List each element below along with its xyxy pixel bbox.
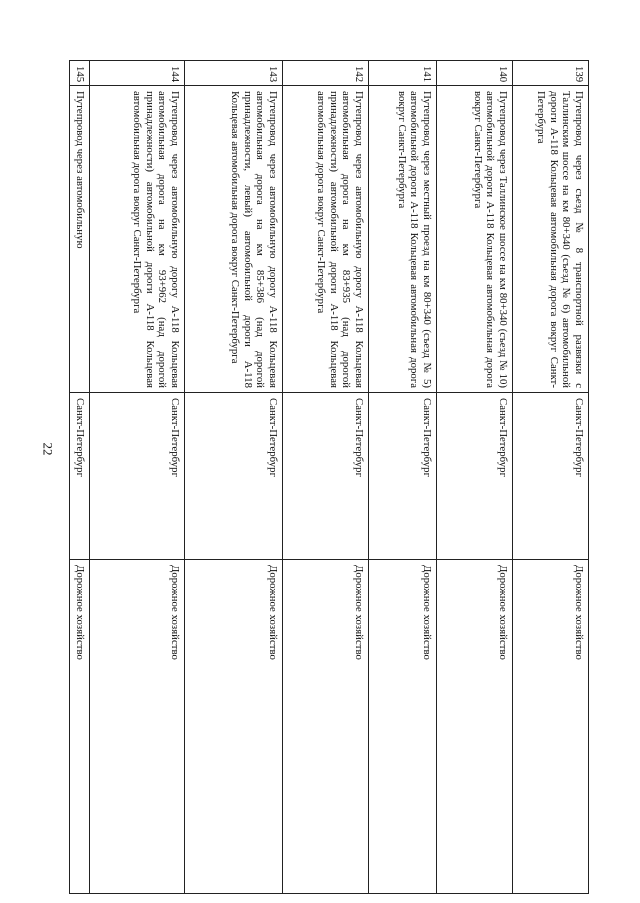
row-number: 142 [283,61,369,86]
table-row [70,61,90,894]
object-description: Путепровод через местный проезд на км 80+340 (съезд № 5) автомобильной дороги А-118 Кольцевая автомобильная дорога вокруг Санкт-Петербурга [369,86,437,393]
city-cell: Санкт-Петербург [513,393,589,560]
owner-cell: Дорожное хозяйство [437,560,513,894]
owner-cell: Дорожное хозяйство [185,560,283,894]
table-row [283,61,369,894]
object-description: Путепровод через автомобильную [70,86,90,393]
table-row [185,61,283,894]
row-number: 139 [513,61,589,86]
owner-cell: Дорожное хозяйство [70,560,90,894]
owner-cell: Дорожное хозяйство [369,560,437,894]
object-description: Путепровод через автомобильную дорогу А-118 Кольцевая автомобильная дорога на км 93+962 (над дорогой принадлежности) автомобильной дороги А-118 Кольцевая автомобильная дорога вокруг Санкт-Петербурга [90,86,185,393]
table-row [90,61,185,894]
row-number: 145 [70,61,90,86]
city-cell: Санкт-Петербург [437,393,513,560]
owner-cell: Дорожное хозяйство [90,560,185,894]
owner-cell: Дорожное хозяйство [513,560,589,894]
city-cell: Санкт-Петербург [90,393,185,560]
object-description: Путепровод через съезд № 8 транспортной развязки с Таллинским шоссе на км 80+340 (съезд № 6) автомобильной дороги А-118 Кольцевая автомобильная дорога вокруг Санкт-Петербурга [513,86,589,393]
row-number: 143 [185,61,283,86]
city-cell: Санкт-Петербург [369,393,437,560]
table-row [513,61,589,894]
object-description: Путепровод через Таллинское шоссе на км 80+340 (съезд № 10) автомобильной дороги А-118 Кольцевая автомобильная дорога вокруг Санкт-Петербурга [437,86,513,393]
object-description: Путепровод через автомобильную дорогу А-118 Кольцевая автомобильная дорога на км 83+935 (над дорогой принадлежности) автомобильной дороги А-118 Кольцевая автомобильная дорога вокруг Санкт-Петербурга [283,86,369,393]
city-cell: Санкт-Петербург [283,393,369,560]
page-number: 22 [40,442,56,456]
city-cell: Санкт-Петербург [185,393,283,560]
object-description: Путепровод через автомобильную дорогу А-118 Кольцевая автомобильная дорога на км 85+386 (над дорогой принадлежности, левый) автомобильной дороги А-118 Кольцевая автомобильная дорога вокруг Санкт-Петербурга [185,86,283,393]
city-cell: Санкт-Петербург [70,393,90,560]
rotated-page-content [70,60,589,893]
table-row [369,61,437,894]
row-number: 144 [90,61,185,86]
row-number: 140 [437,61,513,86]
row-number: 141 [369,61,437,86]
table-row [437,61,513,894]
registry-table [69,60,589,894]
owner-cell: Дорожное хозяйство [283,560,369,894]
